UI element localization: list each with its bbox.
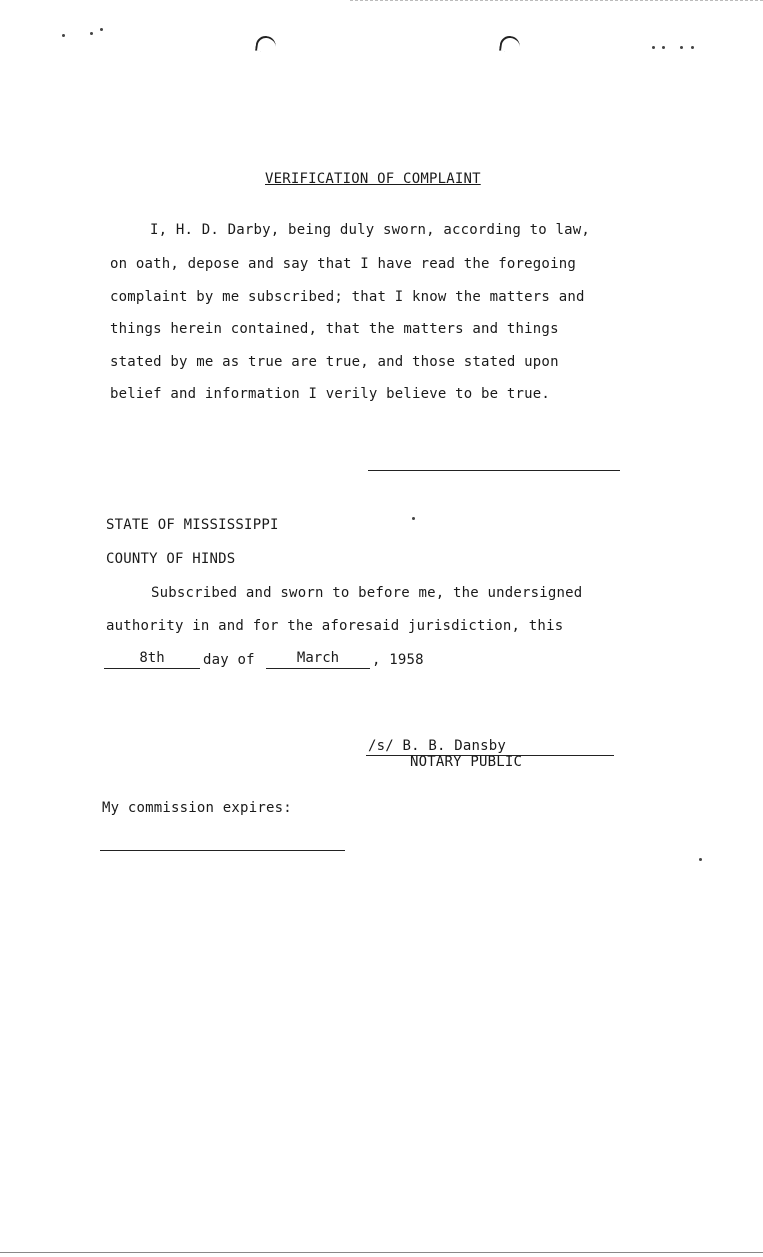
bottom-edge-line xyxy=(0,1252,763,1253)
paragraph-line-4: things herein contained, that the matters and things xyxy=(110,321,559,337)
speck xyxy=(662,46,665,49)
date-day-blank: 8th xyxy=(104,650,200,669)
paragraph-line-3: complaint by me subscribed; that I know the matters and xyxy=(110,289,585,305)
speck xyxy=(652,46,655,49)
date-day-of-label: day of xyxy=(203,652,255,668)
county-line: COUNTY OF HINDS xyxy=(106,551,236,567)
speck xyxy=(62,34,65,37)
binder-mark-right xyxy=(499,35,521,54)
commission-label: My commission expires: xyxy=(102,800,292,816)
speck xyxy=(100,28,103,31)
commission-expiry-line xyxy=(100,850,345,851)
binder-mark-left xyxy=(255,35,277,54)
top-edge-dots xyxy=(350,0,763,1)
notary-title: NOTARY PUBLIC xyxy=(410,754,523,770)
speck xyxy=(691,46,694,49)
paragraph-line-2: on oath, depose and say that I have read the foregoing xyxy=(110,256,576,272)
document-title: VERIFICATION OF COMPLAINT xyxy=(265,171,481,187)
speck xyxy=(90,32,93,35)
paragraph-line-6: belief and information I verily believe to be true. xyxy=(110,386,551,402)
date-month-blank: March xyxy=(266,650,370,669)
speck xyxy=(699,858,702,861)
speck xyxy=(680,46,683,49)
jurat-line-2: authority in and for the aforesaid jurisdiction, this xyxy=(106,618,564,634)
date-year: , 1958 xyxy=(372,652,424,668)
paragraph-line-1: I, H. D. Darby, being duly sworn, according to law, xyxy=(150,222,591,238)
state-line: STATE OF MISSISSIPPI xyxy=(106,517,279,533)
speck xyxy=(412,517,415,520)
affiant-signature-line xyxy=(368,470,620,471)
jurat-line-1: Subscribed and sworn to before me, the undersigned xyxy=(151,585,583,601)
notary-signature: /s/ B. B. Dansby xyxy=(368,738,507,754)
paragraph-line-5: stated by me as true are true, and those stated upon xyxy=(110,354,559,370)
